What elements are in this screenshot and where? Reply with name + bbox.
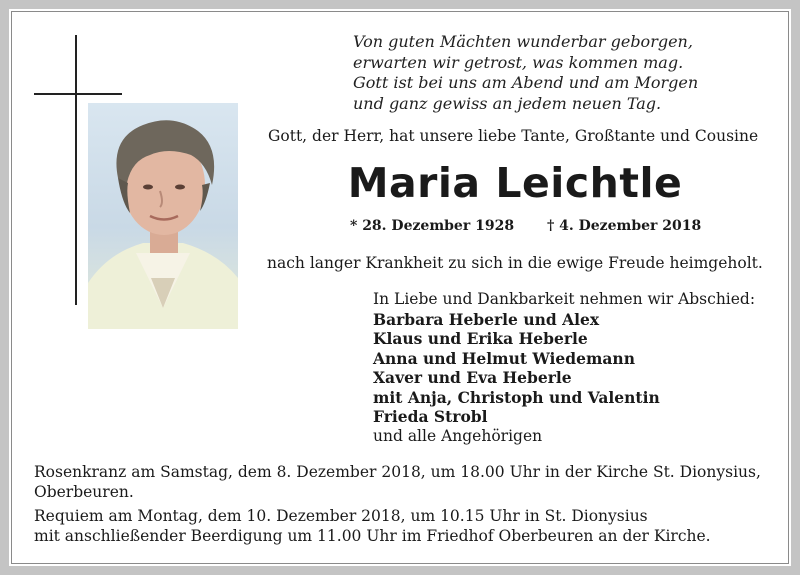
death-date: † 4. Dezember 2018: [546, 218, 702, 234]
cross-icon-bar: [34, 93, 122, 95]
poem-line: und ganz gewiss an jedem neuen Tag.: [353, 93, 662, 113]
poem-line: Gott ist bei uns am Abend und am Morgen: [353, 73, 699, 92]
birth-date: * 28. Dezember 1928: [350, 218, 515, 234]
rosary-line: Oberbeuren.: [34, 483, 134, 501]
poem-line: erwarten wir getrost, was kommen mag.: [353, 52, 684, 72]
rosary-line: Rosenkranz am Samstag, dem 8. Dezember 2018, um 18.00 Uhr in der Kirche St. Dionysius,: [34, 463, 761, 481]
homegoing-text: nach langer Krankheit zu sich in die ewige Freude heimgeholt.: [267, 254, 763, 272]
mourner-name: mit Anja, Christoph und Valentin: [373, 387, 660, 407]
rosary-info: [34, 462, 761, 502]
mourner-name: Klaus und Erika Heberle: [373, 329, 588, 348]
intro-text: Gott, der Herr, hat unsere liebe Tante, Großtante und Cousine: [268, 127, 759, 145]
requiem-line: Requiem am Montag, dem 10. Dezember 2018, um 10.15 Uhr in St. Dionysius: [34, 507, 648, 525]
requiem-line: mit anschließender Beerdigung um 11.00 Uhr im Friedhof Oberbeuren an der Kirche.: [34, 527, 711, 545]
life-dates: [350, 218, 701, 234]
farewell-text: In Liebe und Dankbarkeit nehmen wir Abschied:: [373, 290, 756, 308]
poem-line: Von guten Mächten wunderbar geborgen,: [353, 32, 693, 51]
portrait-photo: [88, 103, 238, 329]
mourner-name: Barbara Heberle und Alex: [373, 309, 600, 329]
portrait-illustration: [88, 103, 238, 329]
cross-icon: [75, 35, 77, 305]
mourners-block: [373, 290, 755, 446]
poem: [353, 32, 698, 114]
requiem-info: [34, 506, 711, 546]
deceased-name: Maria Leichtle: [347, 159, 683, 207]
mourner-name: Frieda Strobl: [373, 407, 488, 426]
relatives-text: und alle Angehörigen: [373, 426, 543, 445]
mourner-name: Anna und Helmut Wiedemann: [373, 348, 635, 368]
mourner-name: Xaver und Eva Heberle: [373, 368, 572, 387]
